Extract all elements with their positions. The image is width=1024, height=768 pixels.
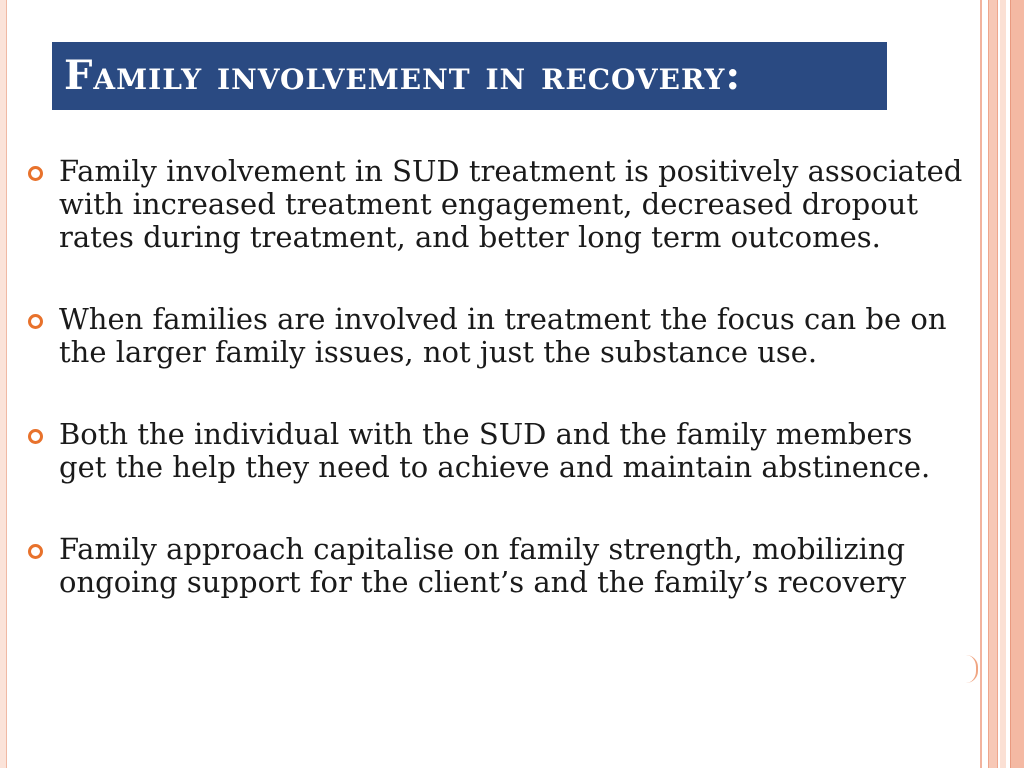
circle-bullet-icon xyxy=(28,544,43,559)
right-decorative-stripes xyxy=(980,0,1024,768)
bullet-list xyxy=(28,155,963,599)
bullet-text: When families are involved in treatment the focus can be on the larger family issues, not just the substance use. xyxy=(59,302,947,369)
circle-bullet-icon xyxy=(28,166,43,181)
bullet-text: Both the individual with the SUD and the family members get the help they need to achieve and maintain abstinence. xyxy=(59,417,931,484)
title-bar xyxy=(52,42,887,110)
slide-title: Family involvement in recovery: xyxy=(64,52,742,99)
stripe xyxy=(980,0,982,768)
bullet-item xyxy=(28,533,963,599)
stripe xyxy=(1010,0,1024,768)
left-decorative-edge xyxy=(0,0,7,768)
bullet-text: Family involvement in SUD treatment is positively associated with increased treatment engagement, decreased dropout rates during treatment, and better long term outcomes. xyxy=(59,154,963,254)
bullet-item xyxy=(28,418,963,484)
circle-bullet-icon xyxy=(28,314,43,329)
stripe xyxy=(988,0,998,768)
bullet-item xyxy=(28,303,963,369)
circle-bullet-icon xyxy=(28,429,43,444)
stripe xyxy=(1000,0,1006,768)
bullet-text: Family approach capitalise on family strength, mobilizing ongoing support for the client’s and the family’s recovery xyxy=(59,532,907,599)
decorative-arc xyxy=(966,655,978,683)
bullet-item xyxy=(28,155,963,254)
